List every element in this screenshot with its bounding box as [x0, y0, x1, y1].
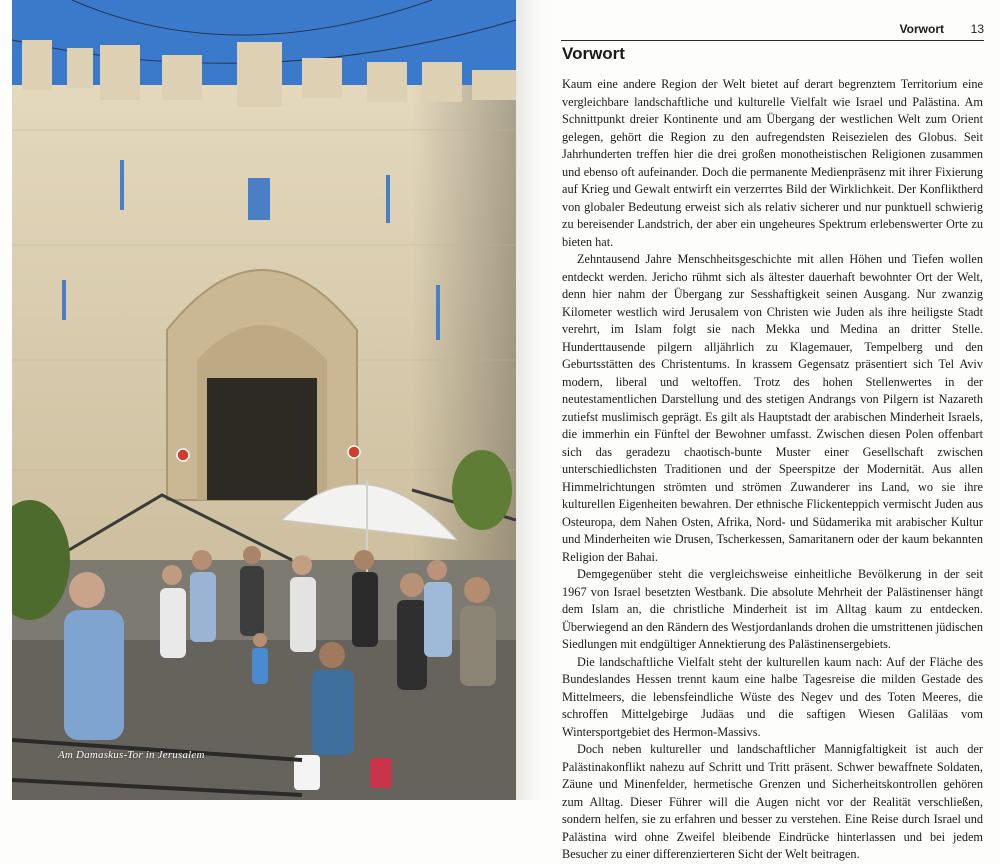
paragraph: Doch neben kultureller und landschaftlicher Mannigfaltigkeit ist auch der Palästinakonflikt nahezu auf Schritt und Tritt präsent. Schwer bewaffnete Soldaten, Zäune und Minenfelder, hermetische Grenzen und Sicherheitskontrollen gehören zum Alltag. Dieser Führer will die Augen nicht vor der Realität verschließen, sondern helfen, sie zu erfahren und besser zu verstehen. Eine Reise durch Israel und Palästina wird ohne Zweifel bleibende Eindrücke hinterlassen und bei jedem Besucher zu einer differenzierteren Sicht der Welt beitragen. — [562, 742, 983, 861]
photo-caption: Am Damaskus-Tor in Jerusalem — [58, 749, 205, 761]
paragraph: Demgegenüber steht die vergleichsweise einheitliche Bevölkerung in der seit 1967 von Israel besetzten Westbank. Die absolute Mehrheit der Palästinenser hängt dem Islam an, die christliche Minderheit ist im Alltag kaum zu entdecken. Überwiegend an den Rändern des Westjordanlands drohen die umstrittenen jüdischen Siedlungen mit endgültiger Annektierung des Palästinensergebiets. — [562, 567, 983, 651]
paragraph: Die landschaftliche Vielfalt steht der kulturellen kaum nach: Auf der Fläche des Bundeslandes Hessen trennt kaum eine halbe Tagesreise die milden Gestade des Mittelmeers, die lebensfeindliche Wüste des Negev und des Toten Meeres, die schroffen Mittelgebirge Judäas und die saftigen Wiesen Galiläas vom Wintersportgebiet des Hermon-Massivs. — [562, 654, 983, 739]
damascus-gate-photo — [12, 0, 516, 800]
page-title: Vorwort — [562, 44, 625, 63]
book-gutter — [516, 0, 556, 800]
photo-illustration — [12, 0, 516, 800]
page-number: 13 — [970, 22, 984, 36]
running-head-section: Vorwort — [899, 22, 944, 36]
body-text — [562, 76, 983, 864]
paragraph: Zehntausend Jahre Menschheitsgeschichte mit allen Höhen und Tiefen wollen entdeckt werden. Jericho rühmt sich als ältester dauerhaft bewohnter Ort der Welt, denn hier nahm der Übergang zur Sesshaftigkeit seinen Ausgang. Nur zwanzig Kilometer westlich wird Jerusalem von Christen wie Juden als ihre heiligste Stadt verehrt, im Islam folgt sie nach Mekka und Medina an dritter Stelle. Hunderttausende pilgern alljährlich zu Klagemauer, Tempelberg und den Geburtsstätten des Christentums. In krassem Gegensatz präsentiert sich Tel Aviv modern, liberal und weltoffen. Trotz des hohen Stellenwertes in der neutestamentlichen Darstellung und des stetigen Andrangs von Pilgern ist Nazareth zutiefst muslimisch geprägt. Es gilt als Hauptstadt der arabischen Minderheit Israels, die immerhin ein Fünftel der Bewohner umfasst. Zwischen diesen Polen offenbart sich das geradezu chaotisch-bunte Muster einer Gesellschaft zwischen unterschiedlichsten Traditionen und der Speerspitze der Modernität. Aus allen Himmelrichtungen strömten und strömen Zuwanderer ins Land, wo sie ihre kulturellen Eigenheiten bewahren. Der ethnische Flickenteppich vermischt Juden aus Osteuropa, dem Nahen Osten, Afrika, Nord- und Südamerika mit arabischer Kultur und Minderheiten wie Drusen, Tscherkessen, Samaritanern oder der kaum bekannten Religion der Bahai. — [562, 252, 983, 564]
running-head — [561, 22, 984, 41]
paragraph: Kaum eine andere Region der Welt bietet auf derart begrenztem Territorium eine vergleichbare landschaftliche und kulturelle Vielfalt wie Israel und Palästina. Am Schnittpunkt dreier Kontinente und am Übergang der westlichen Welt zum Orient gelegen, gehört die Region zu den aufregendsten Reisezielen des Globus. Seit Jahrhunderten treffen hier die drei großen monotheistischen Religionen zusammen und ebenso oft aufeinander. Doch die permanente Medienpräsenz mit ihrer Fixierung auf Krieg und Gewalt entwirft ein verzerrtes Bild der Wirklichkeit. Der Konfliktherd von globaler Bedeutung erweist sich als relativ sicherer und nur punktuell schwierig zu bereisender Landstrich, der aber ein ungeheures Spektrum erlebenswerter Orte zu bieten hat. — [562, 77, 983, 249]
